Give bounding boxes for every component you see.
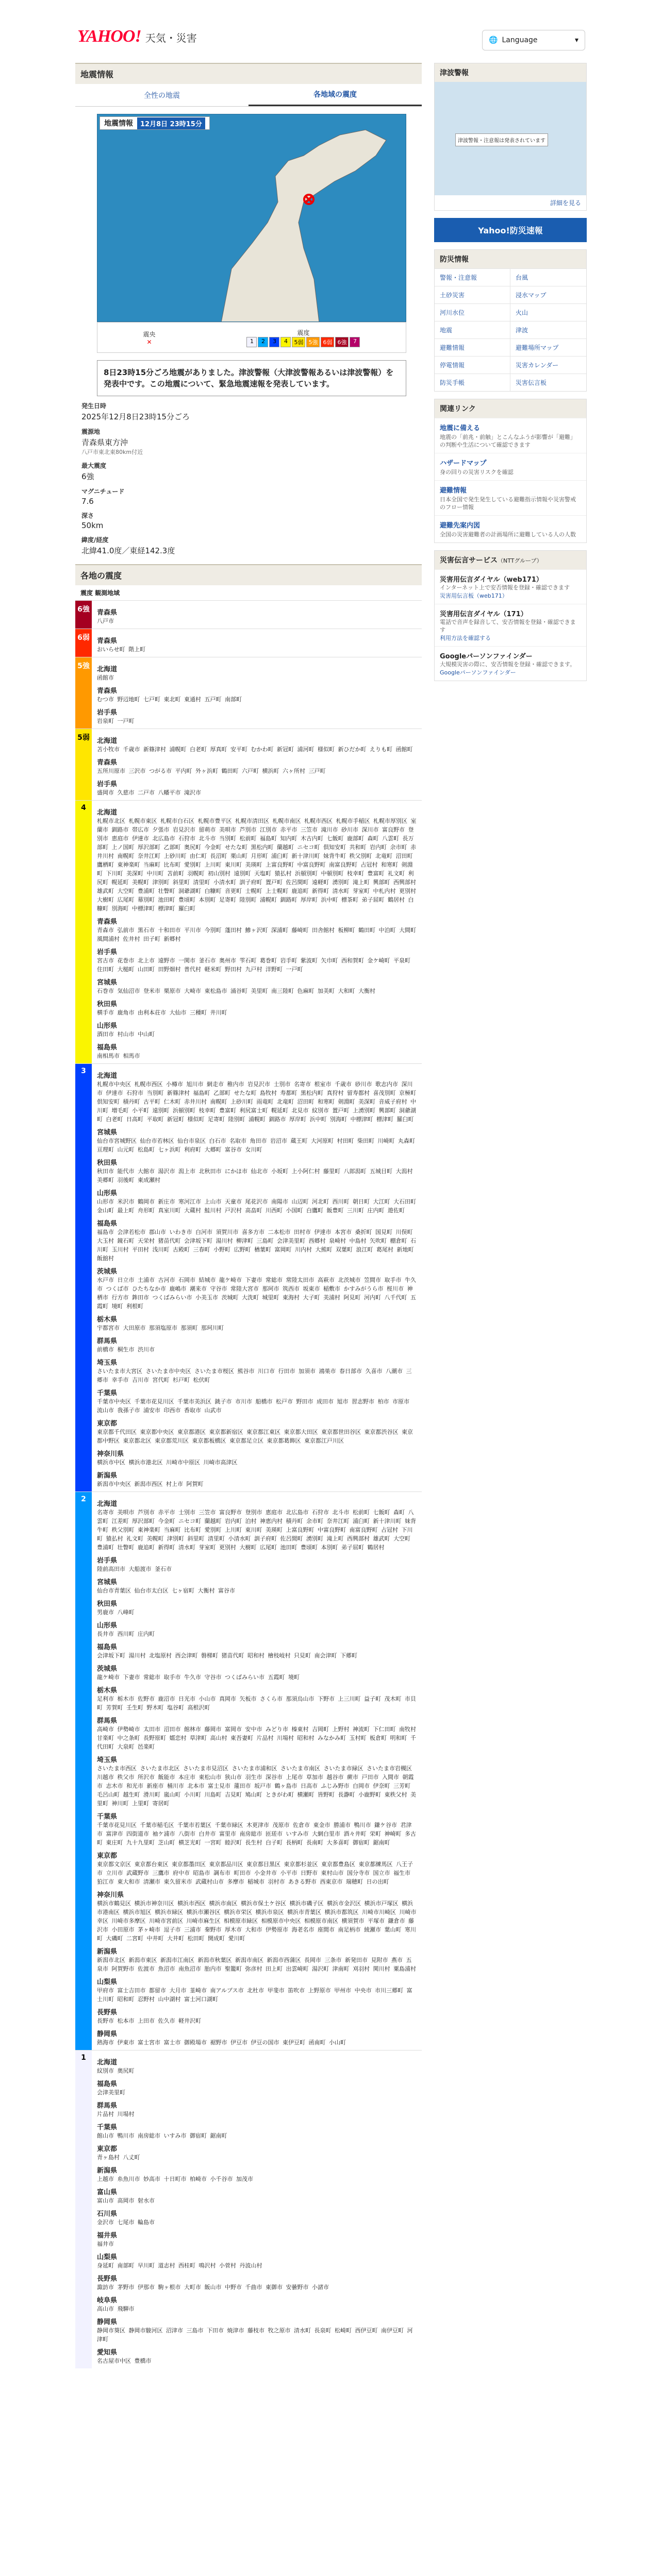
- city-list: 札幌市中央区 札幌市西区 小樽市 旭川市 網走市 稚内市 岩見沢市 士別市 名寄市 根室市 千歳市 砂川市 歌志内市 深川市 伊達市 石狩市 当別町 新篠津村 福島町 乙部町 せたな町 島牧村 寿都町 黒松内町 真狩村 留寿都村 喜茂別町 京極町 倶知安町 積丹町 古平町 仁木町 赤井川村 南幌町 上砂川町 雨竜町 北竜町 沼田町 和寒町 剣淵町 美深町 音威子府村 中川町 増毛町 小平町 遠別町 浜頓別町 枝幸町 豊富町 利尻富士町 幌延町 北見市 紋別市 置戸町 上湧別町 興部町 洞爺湖町 白老町 日高町 平取町 新冠町 様似町 足寄町 陸別町 浦幌町 釧路市 厚岸町 浜中町 別海町 中標津町 標津町 羅臼町: [97, 1081, 416, 1123]
- related-title[interactable]: ハザードマップ: [440, 460, 487, 467]
- chevron-down-icon: ▾: [574, 36, 578, 44]
- legend-epicenter-label: 震央: [143, 330, 156, 338]
- scale-chip: 3: [269, 337, 279, 347]
- city-list: 札幌市北区 札幌市東区 札幌市白石区 札幌市豊平区 札幌市清田区 札幌市南区 札幌市西区 札幌市手稲区 札幌市厚別区 室蘭市 釧路市 帯広市 夕張市 岩見沢市 留萌市 美唄市 芦別市 江別市 赤平市 三笠市 滝川市 砂川市 深川市 富良野市 登別市 恵庭市 伊達市 北広島市 石狩市 北斗市 当別町 松前町 福島町 知内町 木古内町 七飯町 鹿部町 森町 八雲町 長万部町 上ノ国町 厚沢部町 乙部町 奥尻町 今金町 せたな町 黒松内町 蘭越町 ニセコ町 倶知安町 共和町 岩内町 余市町 赤井川村 南幌町 奈井江町 上砂川町 由仁町 長沼町 栗山町 月形町 浦臼町 新十津川町 妹背牛町 秩父別町 北竜町 沼田町 鷹栖町 東神楽町 当麻町 比布町 愛別町 上川町 東川町 美瑛町 上富良野町 中富良野町 南富良野町 占冠村 和寒町 剣淵町 下川町 美深町 中川町 苫前町 羽幌町 初山別村 遠別町 天塩町 猿払村 浜頓別町 中頓別町 枝幸町 豊富町 礼文町 利尻町 幌延町 美幌町 津別町 斜里町 清里町 小清水町 訓子府町 置戸町 佐呂間町 遠軽町 湧別町 滝上町 興部町 西興部村 雄武町 大空町 豊浦町 壮瞥町 洞爺湖町 白糠町 音更町 士幌町 上士幌町 鹿追町 新得町 清水町 芽室町 中札内村 更別村 大樹町 広尾町 幕別町 池田町 豊頃町 本別町 足寄町 陸別町 浦幌町 釧路町 厚岸町 浜中町 標茶町 弟子屈町 鶴居村 白糠町 別海町 中標津町 標津町 羅臼町: [97, 818, 417, 912]
- related-box: [434, 399, 587, 543]
- city-list: 東京都千代田区 東京都中央区 東京都港区 東京都新宿区 東京都江東区 東京都大田区 東京都世田谷区 東京都渋谷区 東京都中野区 東京都北区 東京都荒川区 東京都板橋区 東京都足立区 東京都葛飾区 東京都江戸川区: [97, 1429, 413, 1444]
- prefecture-name: 青森県: [97, 609, 118, 617]
- prefecture-name: 岩手県: [97, 781, 118, 788]
- city-list: 仙台市青葉区 仙台市太白区 七ヶ宿町 大衡村 富谷市: [97, 1587, 235, 1594]
- city-list: 秋田市 能代市 大館市 湯沢市 潟上市 北秋田市 にかほ市 仙北市 小坂町 上小阿仁村 藤里町 八郎潟町 五城目町 大潟村 美郷町 羽後町 東成瀬村: [97, 1168, 413, 1183]
- city-list: 陸前高田市 大船渡市 釜石市: [97, 1566, 172, 1572]
- main-content: [75, 63, 422, 2368]
- related-item[interactable]: [435, 453, 586, 480]
- city-list: 千葉市中央区 千葉市花見川区 千葉市美浜区 銚子市 市川市 船橋市 松戸市 野田市 成田市 旭市 習志野市 柏市 市原市 流山市 我孫子市 浦安市 印西市 香取市 山武市: [97, 1398, 409, 1414]
- city-list: 身延町 南部町 早川町 道志村 西桂町 鳴沢村 小菅村 丹波山村: [97, 2262, 262, 2269]
- bousai-link[interactable]: 火山: [510, 303, 586, 321]
- city-list: 紋別市 奥尻町: [97, 2067, 135, 2074]
- city-list: 高山市 飛騨市: [97, 2306, 135, 2312]
- intensity-label: 5強: [75, 657, 92, 728]
- prefecture-name: 秋田県: [97, 1600, 118, 1608]
- bousai-link[interactable]: 避難場所マップ: [510, 338, 586, 356]
- detail-value: 青森県東方沖: [81, 438, 128, 447]
- scale-chip: 2: [258, 337, 268, 347]
- tsunami-map-note: 津波警報・注意報は発表されています: [455, 133, 548, 146]
- city-list: 片品村 川場村: [97, 2111, 135, 2117]
- scale-chip: 6強: [335, 337, 349, 347]
- service-item: [435, 604, 586, 646]
- prefecture-name: 福井県: [97, 2232, 118, 2240]
- related-desc: 地震の「前兆・前触」とこんなふうが影響が「避難」の判断や生活について確認できます: [440, 434, 576, 448]
- page-title: 地震情報: [75, 63, 422, 84]
- city-list: おいらせ町 階上町: [97, 646, 146, 653]
- prefecture-name: 青森県: [97, 637, 118, 645]
- city-list: 熱海市 伊東市 富士宮市 富士市 御殿場市 裾野市 伊豆市 伊豆の国市 東伊豆町 函南町 小山町: [97, 2039, 346, 2046]
- detail-key: 緯度/経度: [81, 536, 109, 544]
- detail-key: マグニチュード: [81, 488, 125, 495]
- bousai-title: 防災情報: [435, 250, 586, 268]
- detail-value: 7.6: [81, 497, 94, 506]
- map-label: 地震情報: [104, 120, 133, 128]
- city-list: 岩泉町 一戸町: [97, 718, 135, 724]
- intensity-block: [75, 800, 422, 1063]
- prefecture-name: 神奈川県: [97, 1450, 124, 1458]
- prefecture-name: 秋田県: [97, 1159, 118, 1167]
- detail-key: 震源地: [81, 428, 101, 435]
- city-list: 静岡市葵区 静岡市駿河区 沼津市 三島市 下田市 焼津市 藤枝市 牧之原市 清水町 長泉町 松崎町 西伊豆町 南伊豆町 河津町: [97, 2327, 413, 2343]
- intensity-body: [92, 657, 422, 728]
- prefecture-name: 埼玉県: [97, 1756, 118, 1764]
- bousai-banner[interactable]: Yahoo!防災速報: [434, 218, 587, 242]
- city-list: 名寄市 美唄市 芦別市 赤平市 士別市 三笠市 富良野市 登別市 恵庭市 北広島市 石狩市 北斗市 松前町 七飯町 森町 八雲町 江差町 厚沢部町 今金町 ニセコ町 蘭越町 岩内町 泊村 神恵内村 積丹町 余市町 奈井江町 浦臼町 新十津川町 妹背牛町 秩父別町 東神楽町 当麻町 比布町 愛別町 上川町 東川町 美瑛町 上富良野町 中富良野町 南富良野町 占冠村 下川町 猿払村 礼文町 美幌町 津別町 斜里町 清里町 小清水町 訓子府町 佐呂間町 湧別町 滝上町 西興部村 雄武町 大空町 豊浦町 壮瞥町 鹿追町 新得町 清水町 芽室町 更別村 大樹町 広尾町 池田町 豊頃町 本別町 弟子屈町 鶴居村: [97, 1509, 416, 1551]
- prefecture-name: 山形県: [97, 1190, 118, 1197]
- region-subheader: 震度 観測地域: [80, 589, 120, 597]
- tsunami-box: [434, 63, 587, 211]
- scale-chip: 5弱: [292, 337, 305, 347]
- tsunami-map[interactable]: [435, 82, 586, 195]
- service-title: [435, 551, 586, 569]
- city-list: 甲府市 富士吉田市 都留市 大月市 韮崎市 南アルプス市 北杜市 甲斐市 笛吹市 上野原市 甲州市 中央市 市川三郷町 富士川町 昭和町 忍野村 山中湖村 富士河口湖町: [97, 1987, 412, 2003]
- bousai-link[interactable]: 津波: [510, 321, 586, 338]
- detail-key: 深さ: [81, 512, 94, 519]
- city-list: 横浜市中区 横浜市港北区 川崎市中原区 川崎市高津区: [97, 1459, 238, 1466]
- city-list: 青森市 弘前市 黒石市 十和田市 平川市 今別町 蓬田村 鰺ヶ沢町 深浦町 藤崎町 田舎館村 板柳町 鶴田町 中泊町 大間町 風間浦村 佐井村 田子町 新郷村: [97, 927, 416, 942]
- prefecture-name: 愛知県: [97, 2349, 118, 2357]
- city-list: 長井市 西川町 庄内町: [97, 1631, 155, 1637]
- city-list: 石巻市 気仙沼市 登米市 栗原市 大崎市 東松島市 涌谷町 美里町 南三陸町 色麻町 加美町 大和町 大衡村: [97, 988, 375, 994]
- intensity-body: [92, 2050, 422, 2368]
- bousai-box: [434, 249, 587, 392]
- city-list: 苫小牧市 千歳市 新篠津村 浦幌町 白老町 厚真町 安平町 むかわ町 新冠町 浦河町 様似町 新ひだか町 えりも町 函館町: [97, 746, 413, 753]
- detail-value: 北緯41.0度／東経142.3度: [81, 546, 175, 555]
- notice-box: 8日23時15分ごろ地震がありました。津波警報（大津波警報あるいは津波警報）を発表中です。この地震について、緊急地震速報を発表しています。: [97, 360, 406, 396]
- prefecture-name: 群馬県: [97, 1337, 118, 1345]
- bousai-link[interactable]: 台風: [510, 268, 586, 286]
- city-list: 諏訪市 茅野市 伊那市 駒ヶ根市 大町市 飯山市 中野市 千曲市 東御市 安曇野市 小諸市: [97, 2284, 329, 2291]
- prefecture-name: 山梨県: [97, 1978, 118, 1986]
- related-item[interactable]: [435, 515, 586, 543]
- intensity-label: 2: [75, 1492, 92, 2050]
- prefecture-name: 北海道: [97, 1500, 118, 1508]
- prefecture-name: 北海道: [97, 1072, 118, 1080]
- city-list: 横手市 鹿角市 由利本荘市 大仙市 三種町 井川町: [97, 1009, 227, 1016]
- bousai-link[interactable]: 土砂災害: [435, 286, 510, 303]
- prefecture-name: 群馬県: [97, 2102, 118, 2110]
- related-desc: 全国の災害避難者の計画場所に避難している人の人数: [440, 531, 576, 538]
- intensity-body: [92, 1492, 422, 2050]
- tab-regional-intensity[interactable]: 各地域の震度: [249, 84, 422, 106]
- intensity-label: 5弱: [75, 729, 92, 800]
- site-header: [0, 0, 662, 57]
- scale-chip: 4: [280, 337, 291, 347]
- prefecture-name: 福島県: [97, 1643, 118, 1651]
- landmass: [221, 130, 386, 322]
- intensity-block: [75, 2050, 422, 2368]
- city-list: 上越市 糸魚川市 妙高市 十日町市 柏崎市 小千谷市 加茂市: [97, 2176, 253, 2182]
- detail-value: 2025年12月8日23時15分ごろ: [81, 412, 190, 421]
- city-list: 八戸市: [97, 618, 114, 624]
- related-title: 関連リンク: [435, 399, 586, 418]
- intensity-label: 6弱: [75, 629, 92, 657]
- prefecture-name: 茨城県: [97, 1665, 118, 1673]
- city-list: 酒田市 村山市 中山町: [97, 1031, 155, 1038]
- intensity-block: [75, 1492, 422, 2050]
- intensity-body: [92, 1064, 422, 1492]
- city-list: 宮古市 花巻市 北上市 遠野市 一関市 釜石市 奥州市 雫石町 葛巻町 岩手町 紫波町 矢巾町 西和賀町 金ケ崎町 平泉町 住田町 大槌町 山田町 田野畑村 普代村 軽米町 野田村 九戸村 洋野町 一戸町: [97, 957, 410, 973]
- intensity-list: [75, 600, 422, 2368]
- city-list: 新潟市北区 新潟市東区 新潟市江南区 新潟市秋葉区 新潟市南区 新潟市西蒲区 長岡市 三条市 新発田市 見附市 燕市 五泉市 阿賀野市 佐渡市 魚沼市 南魚沼市 胎内市 聖籠町 弥彦村 田上町 出雲崎町 湯沢町 津南町 刈羽村 関川村 粟島浦村: [97, 1957, 416, 1972]
- service-list: [435, 569, 586, 681]
- prefecture-name: 静岡県: [97, 2318, 118, 2326]
- intensity-block: [75, 1063, 422, 1492]
- japan-map-svg: [97, 114, 406, 322]
- city-list: 福井市: [97, 2241, 114, 2247]
- tsunami-title: 津波警報: [435, 63, 586, 82]
- city-list: 盛岡市 久慈市 二戸市 八幡平市 滝沢市: [97, 789, 201, 796]
- prefecture-name: 青森県: [97, 687, 118, 695]
- city-list: 足利市 栃木市 佐野市 鹿沼市 日光市 小山市 真岡市 矢板市 さくら市 那須烏山市 下野市 上三川町 益子町 茂木町 市貝町 芳賀町 壬生町 野木町 塩谷町 高根沢町: [97, 1696, 416, 1711]
- x-icon: ✕: [146, 338, 152, 346]
- prefecture-name: 山梨県: [97, 2253, 118, 2261]
- bousai-link[interactable]: 地震: [435, 321, 510, 338]
- service-sub: （NTTグループ）: [498, 557, 542, 564]
- legend-intensity: [246, 328, 360, 347]
- prefecture-name: 青森県: [97, 918, 118, 926]
- prefecture-name: 東京都: [97, 2145, 118, 2153]
- prefecture-name: 宮城県: [97, 979, 118, 987]
- detail-item: [81, 506, 416, 530]
- detail-note: 八戸市東北東80km付近: [81, 449, 143, 455]
- prefecture-name: 千葉県: [97, 2124, 118, 2131]
- prefecture-name: 神奈川県: [97, 1891, 124, 1899]
- bousai-link[interactable]: 警報・注意報: [435, 268, 510, 286]
- detail-item: [81, 530, 416, 556]
- intensity-body: [92, 801, 422, 1063]
- service-desc: 電話で音声を録音して、安否情報を登録・確認できます: [440, 619, 576, 633]
- city-list: 高崎市 伊勢崎市 太田市 沼田市 館林市 藤岡市 富岡市 安中市 みどり市 榛東村 吉岡町 上野村 神流町 下仁田町 南牧村 甘楽町 中之条町 長野原町 嬬恋村 草津町 高山村 東吾妻町 片品村 川場村 昭和村 みなかみ町 玉村町 板倉町 明和町 千代田町 大泉町 邑楽町: [97, 1726, 416, 1750]
- city-list: 青ヶ島村 八丈町: [97, 2154, 140, 2161]
- city-list: 長野市 松本市 上田市 佐久市 軽井沢町: [97, 2018, 201, 2024]
- bousai-links: [435, 268, 586, 391]
- prefecture-name: 青森県: [97, 759, 118, 767]
- related-desc: 身の回りの災害リスクを確認: [440, 469, 514, 476]
- service-title: 災害用伝言ダイヤル（web171）: [440, 576, 543, 584]
- prefecture-name: 栃木県: [97, 1687, 118, 1694]
- intensity-scale: [246, 337, 360, 347]
- region-title: 各地の震度: [75, 564, 422, 585]
- service-title: Googleパーソンファインダー: [440, 653, 533, 660]
- logo-main: YAHOO!: [77, 27, 141, 46]
- city-list: さいたま市西区 さいたま市北区 さいたま市見沼区 さいたま市浦和区 さいたま市南区 さいたま市緑区 さいたま市岩槻区 川越市 秩父市 所沢市 飯能市 本庄市 東松山市 狭山市 羽生市 深谷市 上尾市 草加市 越谷市 蕨市 戸田市 入間市 朝霞市 志木市 和光市 新座市 桶川市 北本市 富士見市 蓮田市 坂戸市 鶴ヶ島市 日高市 ふじみ野市 白岡市 伊奈町 三芳町 毛呂山町 越生町 滑川町 嵐山町 小川町 川島町 吉見町 鳩山町 ときがわ町 横瀬町 皆野町 長瀞町 小鹿野町 東秩父村 美里町 神川町 上里町 寄居町: [97, 1765, 416, 1807]
- intensity-label: 3: [75, 1064, 92, 1492]
- city-list: 宇都宮市 大田原市 那須塩原市 那須町 那珂川町: [97, 1325, 224, 1331]
- prefecture-name: 岐阜県: [97, 2297, 118, 2304]
- prefecture-name: 千葉県: [97, 1389, 118, 1397]
- detail-value: 6強: [81, 472, 94, 481]
- prefecture-name: 北海道: [97, 809, 118, 817]
- sidebar: [434, 63, 587, 688]
- language-select[interactable]: [482, 30, 585, 50]
- city-list: 南相馬市 相馬市: [97, 1053, 140, 1059]
- city-list: 新潟市中央区 新潟市西区 村上市 阿賀町: [97, 1481, 204, 1487]
- city-list: 館山市 鴨川市 南房総市 いすみ市 御宿町 鋸南町: [97, 2132, 227, 2139]
- city-list: 男鹿市 八峰町: [97, 1609, 135, 1616]
- bousai-link[interactable]: 停電情報: [435, 356, 510, 374]
- prefecture-name: 千葉県: [97, 1813, 118, 1821]
- prefecture-name: 山形県: [97, 1622, 118, 1630]
- map-title: [100, 116, 210, 130]
- intensity-block: [75, 600, 422, 629]
- prefecture-name: 宮城県: [97, 1129, 118, 1137]
- city-list: 五所川原市 三沢市 つがる市 平内町 外ヶ浜町 鶴田町 六戸町 横浜町 六ヶ所村 三戸町: [97, 768, 326, 774]
- city-list: 金沢市 七尾市 輪島市: [97, 2219, 155, 2226]
- scale-chip: 6弱: [321, 337, 334, 347]
- yahoo-logo[interactable]: [77, 27, 197, 46]
- detail-item: [81, 482, 416, 506]
- tab-all-quakes[interactable]: 全性の地震: [144, 91, 180, 100]
- detail-key: 発生日時: [81, 402, 107, 410]
- prefecture-name: 富山県: [97, 2189, 118, 2196]
- city-list: さいたま市大宮区 さいたま市中央区 さいたま市桜区 熊谷市 川口市 行田市 加須市 鴻巣市 春日部市 久喜市 八潮市 三郷市 幸手市 吉川市 宮代町 杉戸町 松伏町: [97, 1368, 412, 1383]
- prefecture-name: 新潟県: [97, 1948, 118, 1956]
- scale-chip: 7: [350, 337, 360, 347]
- service-item: [435, 646, 586, 681]
- related-links: [435, 418, 586, 543]
- prefecture-name: 栃木県: [97, 1316, 118, 1324]
- related-title[interactable]: 避難先案内図: [440, 522, 481, 530]
- bousai-link[interactable]: 災害カレンダー: [510, 356, 586, 374]
- related-item[interactable]: [435, 480, 586, 515]
- prefecture-name: 埼玉県: [97, 1359, 118, 1367]
- service-desc: 大規模災害の際に、安否情報を登録・確認できます。: [440, 661, 576, 668]
- prefecture-name: 静岡県: [97, 2030, 118, 2038]
- prefecture-name: 福島県: [97, 1044, 118, 1052]
- bousai-link[interactable]: 災害伝言板: [510, 374, 586, 391]
- related-title[interactable]: 避難情報: [440, 487, 467, 495]
- bousai-link[interactable]: 避難情報: [435, 338, 510, 356]
- prefecture-name: 秋田県: [97, 1001, 118, 1008]
- map-datetime: 12月8日 23時15分: [137, 117, 205, 129]
- detail-value: 50km: [81, 521, 104, 530]
- prefecture-name: 茨城県: [97, 1268, 118, 1276]
- service-box: [434, 550, 587, 681]
- scale-chip: 1: [246, 337, 257, 347]
- intensity-block: [75, 728, 422, 800]
- prefecture-name: 石川県: [97, 2210, 118, 2218]
- intensity-body: [92, 601, 422, 629]
- intensity-label: 6強: [75, 601, 92, 629]
- service-desc: インターネット上で安否情報を登録・確認できます: [440, 584, 570, 591]
- city-list: 福島市 会津若松市 郡山市 いわき市 白河市 須賀川市 喜多方市 二本松市 田村市 伊達市 本宮市 桑折町 国見町 川俣町 大玉村 鏡石町 天栄村 猪苗代町 会津坂下町 湯川村 柳津町 三島町 会津美里町 西郷村 泉崎村 中島村 矢吹町 棚倉町 石川町 玉川村 平田村 浅川町 古殿町 三春町 小野町 広野町 楢葉町 富岡町 川内村 大熊町 双葉町 浪江町 葛尾村 新地町 飯舘村: [97, 1229, 416, 1262]
- language-label: Language: [502, 36, 538, 44]
- city-list: 名古屋市中区 豊橋市: [97, 2358, 152, 2364]
- intensity-block: [75, 657, 422, 728]
- prefecture-name: 福島県: [97, 1220, 118, 1228]
- city-list: 会津坂下町 湯川村 北塩原村 西会津町 磐梯町 猪苗代町 昭和村 檜枝岐村 只見町 南会津町 下郷町: [97, 1652, 357, 1659]
- prefecture-name: 長野県: [97, 2275, 118, 2283]
- prefecture-name: 長野県: [97, 2009, 118, 2016]
- service-title: 災害用伝言ダイヤル（171）: [440, 611, 527, 618]
- related-desc: 日本全国で発生発生している避難指示情報や災害警戒のフロー情報: [440, 496, 576, 511]
- city-list: 横浜市鶴見区 横浜市神奈川区 横浜市西区 横浜市南区 横浜市保土ケ谷区 横浜市磯子区 横浜市金沢区 横浜市戸塚区 横浜市港南区 横浜市旭区 横浜市緑区 横浜市瀬谷区 横浜市栄区 横浜市泉区 横浜市青葉区 横浜市都筑区 川崎市川崎区 川崎市幸区 川崎市多摩区 川崎市宮前区 川崎市麻生区 相模原市緑区 相模原市中央区 相模原市南区 横須賀市 平塚市 鎌倉市 藤沢市 小田原市 茅ヶ崎市 逗子市 三浦市 秦野市 厚木市 大和市 伊勢原市 海老名市 座間市 南足柄市 綾瀬市 葉山町 寒川町 大磯町 二宮町 中井町 大井町 松田町 開成町 愛川町: [97, 1900, 417, 1942]
- detail-item: [81, 456, 416, 482]
- prefecture-name: 北海道: [97, 737, 118, 745]
- city-list: 千葉市花見川区 千葉市稲毛区 千葉市若葉区 千葉市緑区 木更津市 茂原市 佐倉市 東金市 勝浦市 鴨川市 鎌ケ谷市 君津市 富津市 四街道市 袖ケ浦市 八街市 白井市 富里市 南房総市 匝瑳市 いすみ市 大網白里市 酒々井町 栄町 神崎町 多古町 東庄町 九十九里町 芝山町 横芝光町 一宮町 睦沢町 長生村 白子町 長柄町 長南町 大多喜町 御宿町 鋸南町: [97, 1822, 416, 1846]
- service-link[interactable]: 災害用伝言板（web171）: [440, 592, 508, 599]
- city-list: 山形市 米沢市 鶴岡市 新庄市 寒河江市 上山市 天童市 尾花沢市 南陽市 山辺町 河北町 西川町 朝日町 大江町 大石田町 金山町 最上町 舟形町 真室川町 大蔵村 鮭川村 戸沢村 高畠町 川西町 小国町 白鷹町 飯豊町 三川町 庄内町 遊佐町: [97, 1198, 416, 1214]
- city-list: 水戸市 日立市 土浦市 古河市 石岡市 結城市 龍ケ崎市 下妻市 常総市 常陸太田市 高萩市 北茨城市 笠間市 取手市 牛久市 つくば市 ひたちなか市 鹿嶋市 潮来市 守谷市 常陸大宮市 那珂市 筑西市 坂東市 稲敷市 かすみがうら市 桜川市 神栖市 行方市 鉾田市 つくばみらい市 小美玉市 茨城町 大洗町 城里町 東海村 大子町 美浦村 阿見町 河内町 八千代町 五霞町 境町 利根町: [97, 1277, 416, 1310]
- prefecture-name: 新潟県: [97, 1472, 118, 1480]
- service-title-text: 災害伝言サービス: [440, 556, 498, 565]
- prefecture-name: 岩手県: [97, 709, 118, 717]
- city-list: むつ市 野辺地町 七戸町 東北町 東通村 五戸町 南部町: [97, 696, 242, 703]
- prefecture-name: 北海道: [97, 2059, 118, 2066]
- intensity-body: [92, 729, 422, 800]
- related-item[interactable]: [435, 418, 586, 453]
- quake-details: [75, 396, 422, 556]
- tsunami-more-link[interactable]: 詳細を見る: [550, 199, 581, 207]
- intensity-label: 4: [75, 801, 92, 1063]
- prefecture-name: 群馬県: [97, 1717, 118, 1725]
- detail-key: 最大震度: [81, 462, 107, 469]
- city-list: 函館市: [97, 674, 114, 681]
- service-item: [435, 569, 586, 604]
- logo-sub: 天気・災害: [145, 32, 197, 44]
- prefecture-name: 岩手県: [97, 948, 118, 956]
- city-list: 仙台市宮城野区 仙台市若林区 仙台市泉区 白石市 名取市 角田市 岩沼市 蔵王町 大河原町 村田町 柴田町 川崎町 丸森町 亘理町 山元町 松島町 七ヶ浜町 利府町 大郷町 富谷市 女川町: [97, 1138, 415, 1153]
- prefecture-name: 東京都: [97, 1420, 118, 1428]
- tab-bar: [75, 84, 422, 107]
- related-title[interactable]: 地震に備える: [440, 425, 481, 432]
- scale-chip: 5強: [306, 337, 320, 347]
- city-list: 会津美里町: [97, 2089, 125, 2096]
- prefecture-name: 岩手県: [97, 1557, 118, 1565]
- prefecture-name: 宮城県: [97, 1579, 118, 1586]
- intensity-label: 1: [75, 2050, 92, 2368]
- prefecture-name: 山形県: [97, 1022, 118, 1030]
- earthquake-map[interactable]: [97, 114, 406, 322]
- prefecture-name: 北海道: [97, 666, 118, 673]
- service-link[interactable]: Googleパーソンファインダー: [440, 669, 516, 676]
- intensity-block: [75, 629, 422, 657]
- service-link[interactable]: 利用方法を確認する: [440, 635, 491, 641]
- detail-item: [81, 396, 416, 422]
- prefecture-name: 福島県: [97, 2080, 118, 2088]
- city-list: 前橋市 桐生市 渋川市: [97, 1346, 155, 1353]
- city-list: 東京都文京区 東京都台東区 東京都墨田区 東京都品川区 東京都目黒区 東京都杉並区 東京都豊島区 東京都練馬区 八王子市 立川市 武蔵野市 三鷹市 府中市 昭島市 調布市 町田市 小金井市 小平市 日野市 東村山市 国分寺市 国立市 福生市 狛江市 東大和市 清瀬市 東久留米市 武蔵村山市 多摩市 稲城市 羽村市 あきる野市 西東京市 瑞穂町 日の出町: [97, 1861, 413, 1885]
- bousai-link[interactable]: 防災手帳: [435, 374, 510, 391]
- intensity-body: [92, 629, 422, 657]
- prefecture-name: 新潟県: [97, 2167, 118, 2175]
- bousai-link[interactable]: 河川水位: [435, 303, 510, 321]
- globe-icon: 🌐: [489, 36, 498, 44]
- city-list: 富山市 高岡市 射水市: [97, 2197, 155, 2204]
- map-legend: [97, 322, 406, 353]
- legend-intensity-label: 震度: [297, 329, 310, 336]
- bousai-link[interactable]: 浸水マップ: [510, 286, 586, 303]
- prefecture-name: 東京都: [97, 1852, 118, 1860]
- city-list: 龍ケ崎市 下妻市 常総市 取手市 牛久市 守谷市 つくばみらい市 五霞町 境町: [97, 1674, 300, 1681]
- legend-epicenter: [143, 330, 155, 346]
- detail-item: [81, 422, 416, 456]
